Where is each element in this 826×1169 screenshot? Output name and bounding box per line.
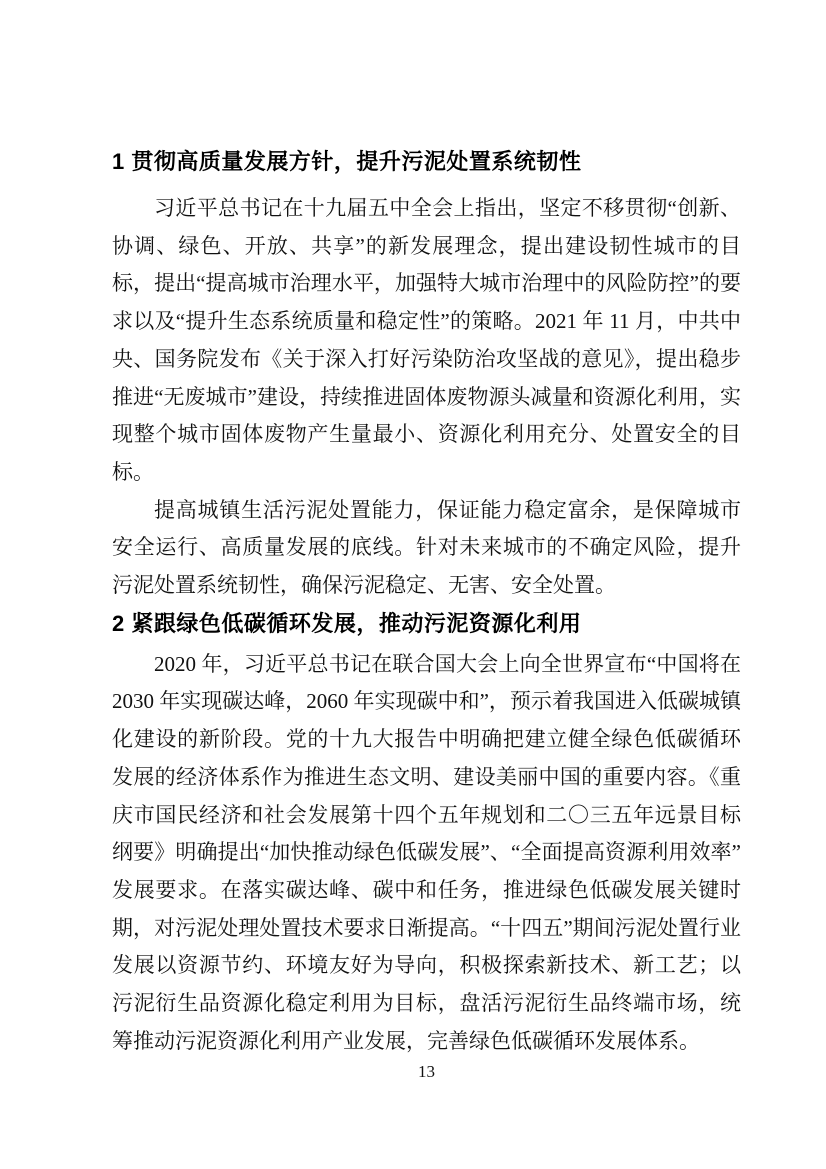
page-footer — [112, 1062, 741, 1082]
section-2-heading: 2 紧跟绿色低碳循环发展，推动污泥资源化利用 — [112, 610, 582, 636]
section-1-heading: 1 贯彻高质量发展方针，提升污泥处置系统韧性 — [112, 149, 582, 174]
section-2-paragraph-1: 2020 年，习近平总书记在联合国大会上向全世界宣布“中国将在 2030 年实现碳达峰，2060 年实现碳中和”，预示着我国进入低碳城镇化建设的新阶段。党的十九大报告中明确把建立健全绿色低碳循环发展的经济体系作为推进生态文明、建设美丽中国的重要内容。《重庆市国民经济和社会发展第十四个五年规划和二〇三五年远景目标纲要》明确提出“加快推动绿色低碳发展”、“全面提高资源利用效率”发展要求。在落实碳达峰、碳中和任务，推进绿色低碳发展关键时期，对污泥处理处置技术要求日渐提高。“十四五”期间污泥处置行业发展以资源节约、环境友好为导向，积极探索新技术、新工艺；以污泥衍生品资源化稳定利用为目标，盘活污泥衍生品终端市场，统筹推动污泥资源化利用产业发展，完善绿色低碳循环发展体系。 — [112, 651, 741, 1053]
section-1-paragraph-2: 提高城镇生活污泥处置能力，保证能力稳定富余，是保障城市安全运行、高质量发展的底线。针对未来城市的不确定风险，提升污泥处置系统韧性，确保污泥稳定、无害、安全处置。 — [112, 497, 741, 598]
section-1-paragraph-1: 习近平总书记在十九届五中全会上指出，坚定不移贯彻“创新、协调、绿色、开放、共享”的新发展理念，提出建设韧性城市的目标，提出“提高城市治理水平，加强特大城市治理中的风险防控”的要求以及“提升生态系统质量和稳定性”的策略。2021 年 11 月，中共中央、国务院发布《关于深入打好污染防治攻坚战的意见》，提出稳步推进“无废城市”建设，持续推进固体废物源头减量和资源化利用，实现整个城市固体废物产生量最小、资源化利用充分、处置安全的目标。 — [112, 196, 741, 484]
section-2 — [112, 609, 741, 1061]
page-number: 13 — [418, 1062, 435, 1081]
section-1 — [112, 147, 741, 605]
page-content — [112, 147, 741, 1060]
